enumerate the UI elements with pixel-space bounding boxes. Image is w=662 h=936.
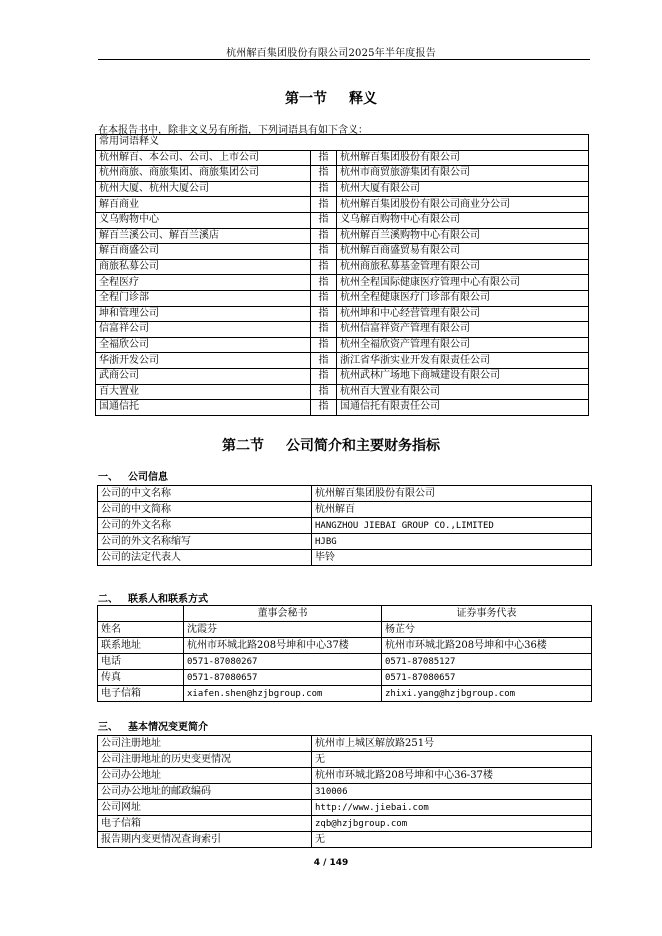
glossary-relation: 指	[311, 166, 337, 182]
glossary-relation: 指	[311, 384, 337, 400]
contact-secretary-value: 杭州市环城北路208号坤和中心37楼	[184, 638, 382, 654]
glossary-term: 百大置业	[96, 384, 311, 400]
contact-secretary-value: 0571-87080267	[184, 654, 382, 670]
glossary-row	[96, 306, 589, 322]
glossary-intro: 在本报告书中，除非文义另有所指，下列词语具有如下含义：	[98, 125, 368, 136]
glossary-definition: 杭州解百集团股份有限公司商业分公司	[337, 197, 589, 213]
glossary-term: 武商公司	[96, 368, 311, 384]
contact-label: 传真	[98, 670, 184, 686]
glossary-term: 全程医疗	[96, 275, 311, 291]
glossary-definition: 浙江省华浙实业开发有限责任公司	[337, 353, 589, 369]
glossary-term: 华浙开发公司	[96, 353, 311, 369]
company-info-value: HANGZHOU JIEBAI GROUP CO.,LIMITED	[312, 518, 592, 534]
secretary-column-header: 董事会秘书	[184, 606, 382, 622]
glossary-definition: 义乌解百购物中心有限公司	[337, 212, 589, 228]
glossary-relation: 指	[311, 368, 337, 384]
glossary-relation: 指	[311, 150, 337, 166]
basic-info-value: 无	[312, 752, 592, 768]
glossary-relation: 指	[311, 212, 337, 228]
basic-info-row	[98, 736, 592, 752]
glossary-term: 坤和管理公司	[96, 306, 311, 322]
glossary-definition: 杭州信富祥资产管理有限公司	[337, 322, 589, 338]
contact-rep-value: 0571-87080657	[382, 670, 592, 686]
glossary-relation: 指	[311, 337, 337, 353]
glossary-definition: 国通信托有限责任公司	[337, 400, 589, 416]
rep-column-header: 证券事务代表	[382, 606, 592, 622]
basic-info-change-table	[97, 735, 592, 848]
basic-info-label: 公司办公地址	[98, 768, 312, 784]
glossary-definition: 杭州全程健康医疗门诊部有限公司	[337, 290, 589, 306]
glossary-row	[96, 228, 589, 244]
glossary-row	[96, 166, 589, 182]
glossary-row	[96, 150, 589, 166]
glossary-definition: 杭州武林广场地下商城建设有限公司	[337, 368, 589, 384]
glossary-relation: 指	[311, 197, 337, 213]
contact-row	[98, 638, 592, 654]
glossary-term: 解百商业	[96, 197, 311, 213]
contact-label: 姓名	[98, 622, 184, 638]
glossary-relation: 指	[311, 400, 337, 416]
company-info-row	[98, 502, 592, 518]
contact-label: 电话	[98, 654, 184, 670]
glossary-header: 常用词语释义	[96, 135, 589, 151]
basic-info-label: 公司注册地址的历史变更情况	[98, 752, 312, 768]
company-info-row	[98, 518, 592, 534]
glossary-relation: 指	[311, 228, 337, 244]
contact-row	[98, 670, 592, 686]
company-info-row	[98, 550, 592, 566]
glossary-term: 全福欣公司	[96, 337, 311, 353]
glossary-definition: 杭州解百商盛贸易有限公司	[337, 244, 589, 260]
company-info-value: HJBG	[312, 534, 592, 550]
glossary-relation: 指	[311, 306, 337, 322]
company-info-value: 杭州解百	[312, 502, 592, 518]
section1-number: 第一节	[285, 91, 327, 107]
part3-heading	[98, 718, 208, 733]
basic-info-row	[98, 832, 592, 848]
contact-row	[98, 686, 592, 702]
contact-rep-value: 杭州市环城北路208号坤和中心36楼	[382, 638, 592, 654]
basic-info-value: 杭州市环城北路208号坤和中心36-37楼	[312, 768, 592, 784]
glossary-relation: 指	[311, 290, 337, 306]
basic-info-value: 杭州市上城区解放路251号	[312, 736, 592, 752]
glossary-row	[96, 368, 589, 384]
glossary-row	[96, 337, 589, 353]
glossary-term: 解百兰溪公司、解百兰溪店	[96, 228, 311, 244]
part2-heading	[98, 590, 208, 605]
glossary-term: 解百商盛公司	[96, 244, 311, 260]
basic-info-row	[98, 784, 592, 800]
glossary-row	[96, 384, 589, 400]
contact-secretary-value: xiafen.shen@hzjbgroup.com	[184, 686, 382, 702]
glossary-definition: 杭州全程国际健康医疗管理中心有限公司	[337, 275, 589, 291]
company-info-label: 公司的法定代表人	[98, 550, 312, 566]
part3-number: 三、	[98, 722, 118, 733]
basic-info-label: 报告期内变更情况查询索引	[98, 832, 312, 848]
section2-title	[0, 435, 662, 455]
part1-title: 公司信息	[128, 472, 168, 483]
part1-heading	[98, 468, 168, 483]
glossary-header-row	[96, 135, 589, 151]
contact-row	[98, 622, 592, 638]
contact-rep-value: zhixi.yang@hzjbgroup.com	[382, 686, 592, 702]
glossary-relation: 指	[311, 259, 337, 275]
part2-number: 二、	[98, 594, 118, 605]
section1-name: 释义	[349, 91, 377, 107]
glossary-relation: 指	[311, 244, 337, 260]
glossary-term: 信富祥公司	[96, 322, 311, 338]
contact-label: 联系地址	[98, 638, 184, 654]
part2-title: 联系人和联系方式	[128, 594, 208, 605]
contacts-header-row	[98, 606, 592, 622]
glossary-term: 杭州大厦、杭州大厦公司	[96, 181, 311, 197]
glossary-relation: 指	[311, 353, 337, 369]
glossary-definition: 杭州全福欣资产管理有限公司	[337, 337, 589, 353]
basic-info-value: 310006	[312, 784, 592, 800]
contact-row	[98, 654, 592, 670]
glossary-relation: 指	[311, 322, 337, 338]
part1-number: 一、	[98, 472, 118, 483]
contact-rep-value: 0571-87085127	[382, 654, 592, 670]
section1-title	[0, 88, 662, 108]
basic-info-label: 公司办公地址的邮政编码	[98, 784, 312, 800]
glossary-row	[96, 400, 589, 416]
header-divider	[98, 59, 590, 60]
company-info-value: 毕铃	[312, 550, 592, 566]
basic-info-row	[98, 800, 592, 816]
glossary-row	[96, 259, 589, 275]
company-info-row	[98, 534, 592, 550]
contacts-corner-cell	[98, 606, 184, 622]
glossary-relation: 指	[311, 181, 337, 197]
glossary-row	[96, 197, 589, 213]
section2-name: 公司简介和主要财务指标	[286, 438, 440, 454]
glossary-definition: 杭州坤和中心经营管理有限公司	[337, 306, 589, 322]
contact-rep-value: 杨芷兮	[382, 622, 592, 638]
glossary-definition: 杭州大厦有限公司	[337, 181, 589, 197]
glossary-row	[96, 275, 589, 291]
basic-info-value: http://www.jiebai.com	[312, 800, 592, 816]
contact-secretary-value: 沈霞芬	[184, 622, 382, 638]
glossary-row	[96, 212, 589, 228]
glossary-relation: 指	[311, 275, 337, 291]
company-info-label: 公司的外文名称缩写	[98, 534, 312, 550]
glossary-row	[96, 353, 589, 369]
basic-info-label: 电子信箱	[98, 816, 312, 832]
company-info-label: 公司的中文简称	[98, 502, 312, 518]
glossary-definition: 杭州解百集团股份有限公司	[337, 150, 589, 166]
company-info-label: 公司的外文名称	[98, 518, 312, 534]
glossary-row	[96, 322, 589, 338]
glossary-term: 杭州解百、本公司、公司、上市公司	[96, 150, 311, 166]
part3-title: 基本情况变更简介	[128, 722, 208, 733]
glossary-definition: 杭州市商贸旅游集团有限公司	[337, 166, 589, 182]
basic-info-row	[98, 816, 592, 832]
company-info-table	[97, 485, 592, 566]
basic-info-label: 公司注册地址	[98, 736, 312, 752]
glossary-row	[96, 244, 589, 260]
glossary-definition: 杭州商旅私募基金管理有限公司	[337, 259, 589, 275]
company-info-label: 公司的中文名称	[98, 486, 312, 502]
glossary-definition: 杭州解百兰溪购物中心有限公司	[337, 228, 589, 244]
contact-label: 电子信箱	[98, 686, 184, 702]
section2-number: 第二节	[222, 438, 264, 454]
glossary-table	[95, 134, 589, 416]
glossary-row	[96, 290, 589, 306]
basic-info-label: 公司网址	[98, 800, 312, 816]
report-header-title: 杭州解百集团股份有限公司2025年半年度报告	[226, 48, 436, 59]
basic-info-value: 无	[312, 832, 592, 848]
basic-info-row	[98, 752, 592, 768]
glossary-row	[96, 181, 589, 197]
glossary-term: 义乌购物中心	[96, 212, 311, 228]
contact-secretary-value: 0571-87080657	[184, 670, 382, 686]
glossary-term: 国通信托	[96, 400, 311, 416]
company-info-value: 杭州解百集团股份有限公司	[312, 486, 592, 502]
glossary-term: 全程门诊部	[96, 290, 311, 306]
glossary-term: 杭州商旅、商旅集团、商旅集团公司	[96, 166, 311, 182]
basic-info-value: zqb@hzjbgroup.com	[312, 816, 592, 832]
glossary-definition: 杭州百大置业有限公司	[337, 384, 589, 400]
company-info-row	[98, 486, 592, 502]
basic-info-row	[98, 768, 592, 784]
page-number: 4 / 149	[313, 858, 349, 868]
glossary-term: 商旅私募公司	[96, 259, 311, 275]
contacts-table	[97, 605, 592, 702]
